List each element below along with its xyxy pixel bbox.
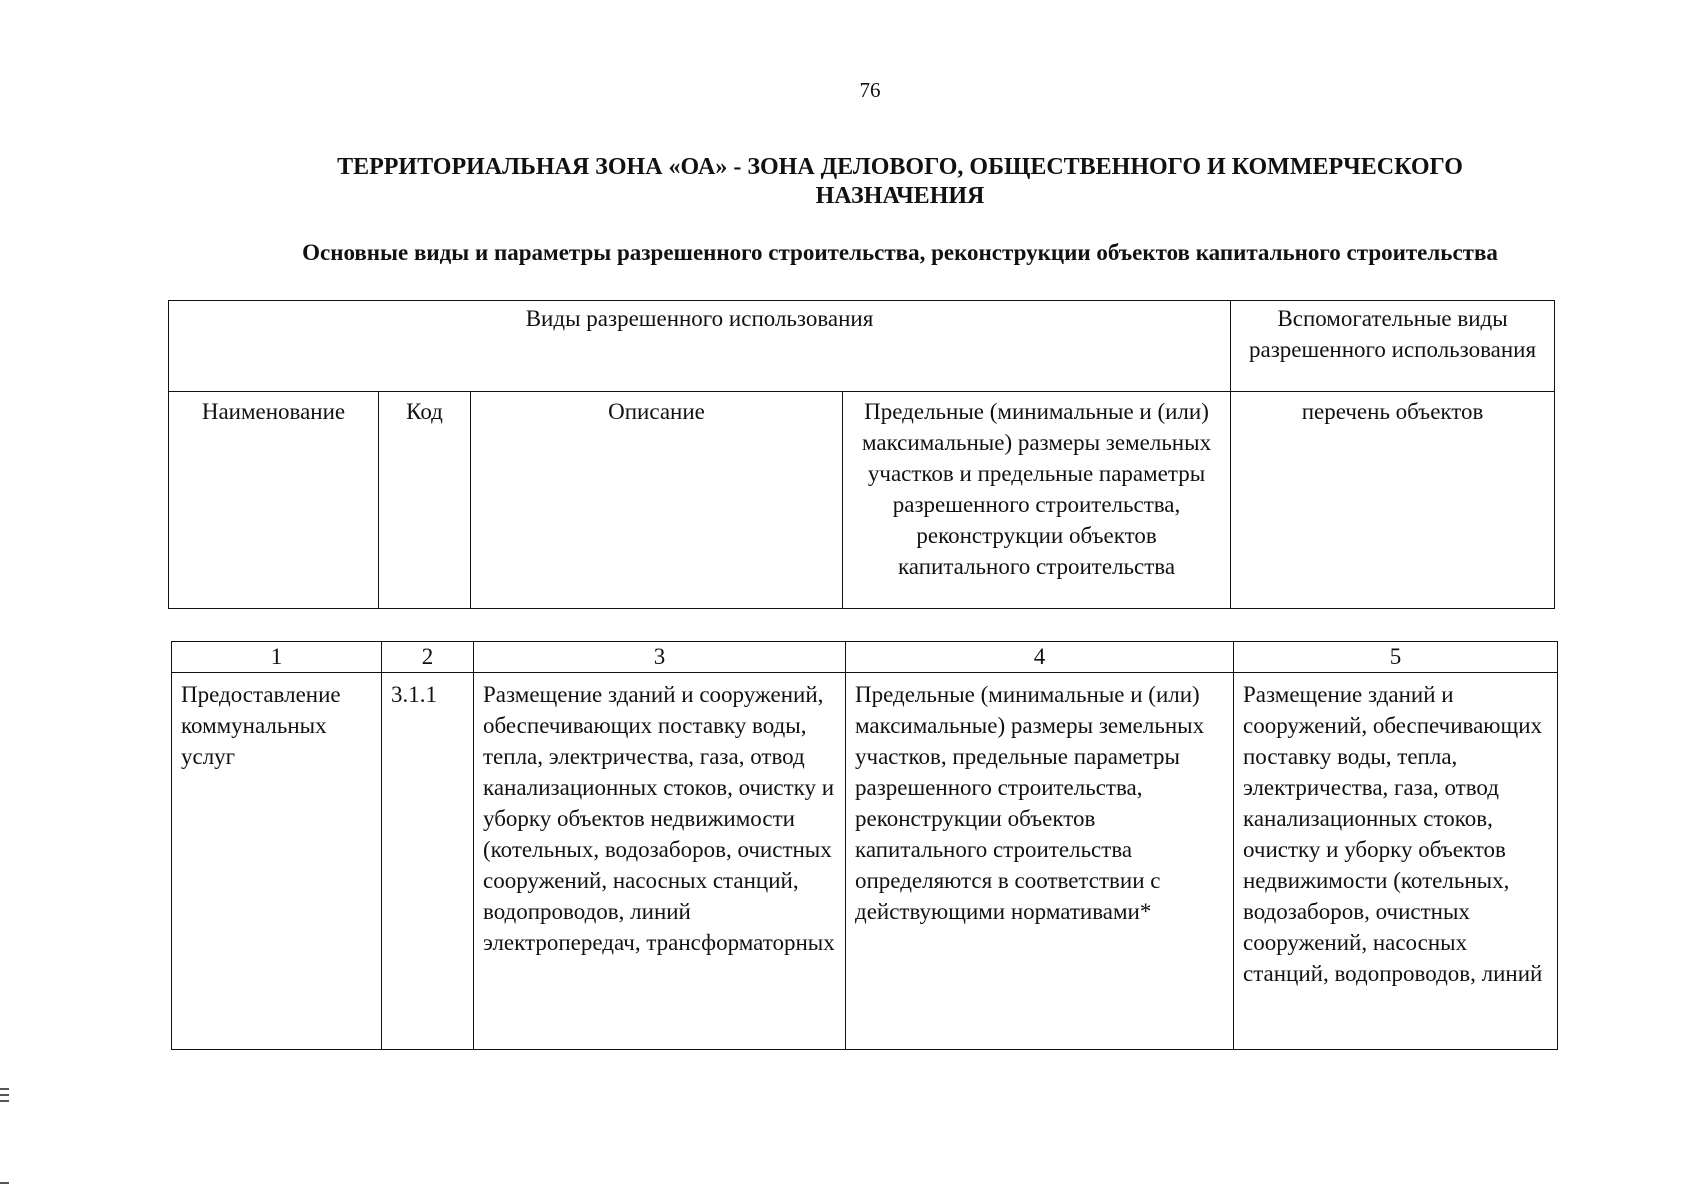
page-number: 76 bbox=[859, 78, 881, 102]
column-header-description: Описание bbox=[471, 392, 843, 609]
column-number: 5 bbox=[1234, 642, 1558, 673]
table-body bbox=[171, 641, 1558, 1050]
cell-code: 3.1.1 bbox=[382, 673, 474, 1050]
header-group-permitted: Виды разрешенного использования bbox=[169, 301, 1231, 392]
column-number: 4 bbox=[846, 642, 1234, 673]
zone-title: ТЕРРИТОРИАЛЬНАЯ ЗОНА «ОА» - ЗОНА ДЕЛОВОГО, ОБЩЕСТВЕННОГО И КОММЕРЧЕСКОГО НАЗНАЧЕНИЯ bbox=[337, 154, 1463, 209]
table-caption: Основные виды и параметры разрешенного строительства, реконструкции объектов капитального строительства bbox=[302, 240, 1498, 265]
scan-mark bbox=[0, 1094, 9, 1096]
cell-name: Предоставление коммунальных услуг bbox=[172, 673, 382, 1050]
column-number: 2 bbox=[382, 642, 474, 673]
scan-mark bbox=[0, 1088, 9, 1090]
table-header bbox=[168, 300, 1555, 609]
column-header-objects-list: перечень объектов bbox=[1231, 392, 1555, 609]
column-header-code: Код bbox=[379, 392, 471, 609]
column-number: 3 bbox=[474, 642, 846, 673]
column-header-parameters: Предельные (минимальные и (или) максимальные) размеры земельных участков и предельные параметры разрешенного строительства, реконструкции объектов капитального строительства bbox=[843, 392, 1231, 609]
column-number-row bbox=[172, 642, 1558, 673]
header-group-auxiliary: Вспомогательные виды разрешенного использования bbox=[1231, 301, 1555, 392]
cell-auxiliary: Размещение зданий и сооружений, обеспечивающих поставку воды, тепла, электричества, газа, отвод канализационных стоков, очистку и уборку объектов недвижимости (котельных, водозаборов, очистных сооружений, насосных станций, водопроводов, линий bbox=[1234, 673, 1558, 1050]
column-header-name: Наименование bbox=[169, 392, 379, 609]
cell-parameters: Предельные (минимальные и (или) максимальные) размеры земельных участков, предельные параметры разрешенного строительства, реконструкции объектов капитального строительства определяются в соответствии с действующими нормативами* bbox=[846, 673, 1234, 1050]
column-number: 1 bbox=[172, 642, 382, 673]
table-row bbox=[172, 673, 1558, 1050]
cell-description: Размещение зданий и сооружений, обеспечивающих поставку воды, тепла, электричества, газа, отвод канализационных стоков, очистку и уборку объектов недвижимости (котельных, водозаборов, очистных сооружений, насосных станций, водопроводов, линий электропередач, трансформаторных bbox=[474, 673, 846, 1050]
scan-mark bbox=[0, 1182, 9, 1184]
scan-mark bbox=[0, 1100, 9, 1102]
